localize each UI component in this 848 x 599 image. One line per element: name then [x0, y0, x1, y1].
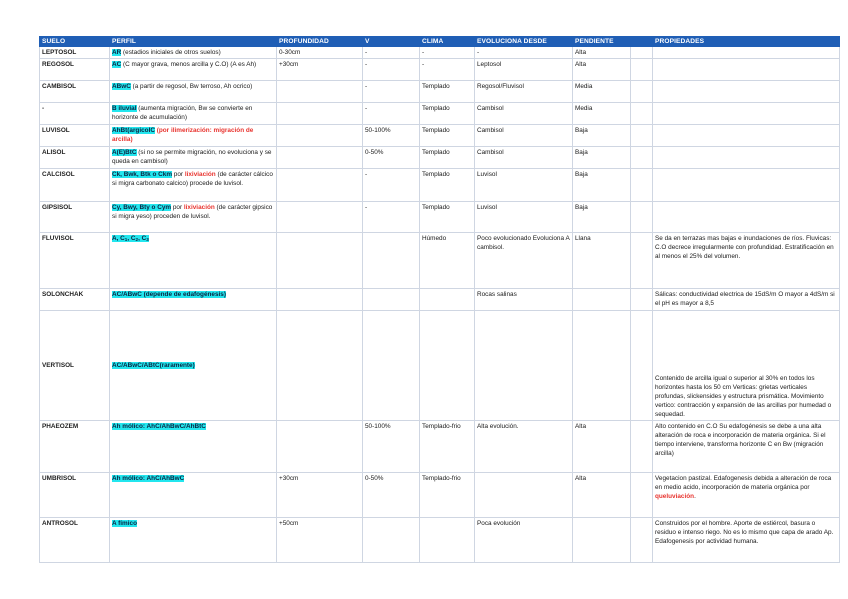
depth-cell: +30cm: [277, 473, 363, 518]
col-suelo: SUELO: [40, 37, 110, 47]
table-row: [40, 202, 840, 233]
climate-cell: Templado: [420, 81, 475, 103]
blank-cell: [631, 125, 653, 147]
v-cell: -: [363, 103, 420, 125]
properties-cell: Alto contenido en C.O Su edafogénesis se debe a una alta alteración de roca e incorporación de materia orgánica. Si el tiempo interviene, transforma horizonte C en Bw (migración arcilla): [653, 421, 840, 473]
profile-red-text: lixiviación: [184, 171, 216, 178]
profile-highlight: Ah mólico: AhC/AhBwC: [112, 475, 185, 482]
profile-part: , C: [138, 235, 147, 242]
depth-cell: [277, 202, 363, 233]
col-blank: [631, 37, 653, 47]
properties-cell: Contenido de arcilla igual o superior al 30% en todos los horizontes hasta los 50 cm Verticas: grietas verticales profundas, slickensides y estructura prismática. Movimiento vertico: contracción y expansión de las arcillas por humedad o sequedad.: [653, 311, 840, 421]
slope-cell: Alta: [573, 473, 631, 518]
profile-text: (aumenta migración, Bw se convierte en horizonte de acumulación): [112, 105, 253, 121]
properties-cell: Construidos por el hombre. Aporte de estiércol, basura o residuo e intenso riego. No es lo mismo que capa de arado Ap. Edafogenesis por actividad humana.: [653, 518, 840, 563]
properties-cell: Se da en terrazas mas bajas e inundaciones de ríos. Fluvicas: C.O decrece irregularmente con profundidad. Estratificación en al menos el 25% del volumen.: [653, 233, 840, 289]
properties-cell: [653, 169, 840, 202]
properties-cell: [653, 202, 840, 233]
depth-cell: +50cm: [277, 518, 363, 563]
blank-cell: [631, 169, 653, 202]
slope-cell: [573, 289, 631, 311]
profile-text: (de carácter gipsico si migra yeso) proceden de luvisol.: [112, 204, 273, 220]
blank-cell: [631, 289, 653, 311]
evolves-from-cell: Regosol/Fluvisol: [475, 81, 573, 103]
profile-highlight: AC/ABwC/ABtC(raramente): [112, 362, 195, 369]
profile-highlight: ABwC: [112, 83, 131, 90]
profile-cell: [110, 518, 277, 563]
blank-cell: [631, 233, 653, 289]
col-evoluciona: EVOLUCIONA DESDE: [475, 37, 573, 47]
climate-cell: [420, 311, 475, 421]
profile-cell: [110, 147, 277, 169]
subscript: 1: [124, 237, 128, 242]
depth-cell: [277, 125, 363, 147]
evolves-from-cell: Rocas salinas: [475, 289, 573, 311]
table-row: [40, 125, 840, 147]
profile-highlight: Cy, Bwy, Bty o Cym: [112, 204, 172, 211]
depth-cell: +30cm: [277, 59, 363, 81]
table-row: [40, 289, 840, 311]
soil-name: REGOSOL: [40, 59, 110, 81]
climate-cell: Templado: [420, 125, 475, 147]
v-cell: 50-100%: [363, 421, 420, 473]
slope-cell: [573, 518, 631, 563]
table-row: [40, 518, 840, 563]
evolves-from-cell: Luvisol: [475, 202, 573, 233]
depth-cell: [277, 147, 363, 169]
profile-part: A, C: [112, 235, 125, 242]
depth-cell: 0-30cm: [277, 47, 363, 59]
profile-cell: [110, 421, 277, 473]
v-cell: [363, 289, 420, 311]
climate-cell: [420, 518, 475, 563]
profile-red-text: lixiviación: [183, 204, 215, 211]
properties-cell: [653, 147, 840, 169]
properties-cell: [653, 473, 840, 518]
depth-cell: [277, 81, 363, 103]
profile-part: , C: [127, 235, 136, 242]
depth-cell: [277, 233, 363, 289]
properties-red-text: queluviación: [655, 493, 695, 500]
blank-cell: [631, 311, 653, 421]
soil-name: VERTISOL: [40, 311, 110, 421]
blank-cell: [631, 47, 653, 59]
v-cell: -: [363, 59, 420, 81]
properties-cell: [653, 103, 840, 125]
profile-text: (de carácter cálcico si migra carbonato calcico) procede de luvisol.: [112, 171, 273, 187]
properties-cell: [653, 81, 840, 103]
properties-cell: Sálicas: conductividad electrica de 15dS/m O mayor a 4dS/m si el pH es mayor a 8,5: [653, 289, 840, 311]
v-cell: 50-100%: [363, 125, 420, 147]
v-cell: -: [363, 47, 420, 59]
climate-cell: -: [420, 59, 475, 81]
soil-name: LEPTOSOL: [40, 47, 110, 59]
profile-text: (si no se permite migración, no evoluciona y se queda en cambisol): [112, 149, 272, 165]
slope-cell: Alta: [573, 421, 631, 473]
v-cell: -: [363, 169, 420, 202]
col-clima: CLIMA: [420, 37, 475, 47]
blank-cell: [631, 518, 653, 563]
table-row: [40, 103, 840, 125]
properties-cell: [653, 125, 840, 147]
soil-name: SOLONCHAK: [40, 289, 110, 311]
profile-cell: [110, 473, 277, 518]
subscript: 2: [135, 237, 139, 242]
climate-cell: Templado: [420, 103, 475, 125]
col-propiedades: PROPIEDADES: [653, 37, 840, 47]
soil-table-page: [39, 36, 839, 563]
table-row: [40, 59, 840, 81]
v-cell: [363, 311, 420, 421]
profile-highlight: A fímico: [112, 520, 137, 527]
evolves-from-cell: [475, 311, 573, 421]
slope-cell: Alta: [573, 47, 631, 59]
climate-cell: Templado: [420, 169, 475, 202]
profile-cell: [110, 233, 277, 289]
profile-cell: [110, 125, 277, 147]
profile-highlight: A(E)BtC: [112, 149, 137, 156]
v-cell: [363, 518, 420, 563]
depth-cell: [277, 289, 363, 311]
profile-cell: [110, 47, 277, 59]
slope-cell: Media: [573, 103, 631, 125]
properties-text: Vegetacion pastizal. Edafogenesis debida a alteración de roca en medio acido, incorporación de materia orgánica por: [655, 475, 832, 491]
blank-cell: [631, 103, 653, 125]
col-pendiente: PENDIENTE: [573, 37, 631, 47]
blank-cell: [631, 421, 653, 473]
profile-highlight: Ck, Bwk, Btk o Ckm: [112, 171, 173, 178]
profile-highlight: B iluvial: [112, 105, 137, 112]
evolves-from-cell: [475, 473, 573, 518]
evolves-from-cell: Alta evolución.: [475, 421, 573, 473]
profile-text: por: [171, 204, 184, 211]
depth-cell: [277, 311, 363, 421]
slope-cell: Baja: [573, 202, 631, 233]
slope-cell: Baja: [573, 147, 631, 169]
profile-text: (C mayor grava, menos arcilla y C.O) (A es Ah): [121, 61, 257, 68]
blank-cell: [631, 147, 653, 169]
soil-name: FLUVISOL: [40, 233, 110, 289]
soil-name: ALISOL: [40, 147, 110, 169]
v-cell: 0-50%: [363, 147, 420, 169]
evolves-from-cell: Poca evolución: [475, 518, 573, 563]
profile-cell: [110, 289, 277, 311]
profile-cell: [110, 103, 277, 125]
slope-cell: Media: [573, 81, 631, 103]
profile-text: por: [172, 171, 185, 178]
blank-cell: [631, 81, 653, 103]
v-cell: 0-50%: [363, 473, 420, 518]
table-row: [40, 233, 840, 289]
evolves-from-cell: -: [475, 47, 573, 59]
evolves-from-cell: Cambisol: [475, 103, 573, 125]
profile-cell: [110, 202, 277, 233]
profile-highlight: AhBt(argicoIC: [112, 127, 155, 134]
properties-text: .: [694, 493, 696, 500]
profile-cell: [110, 311, 277, 421]
col-profundidad: PROFUNDIDAD: [277, 37, 363, 47]
profile-red-text: (por ilimerización: migración de arcilla): [112, 127, 254, 143]
properties-cell: [653, 59, 840, 81]
soil-name: GIPSISOL: [40, 202, 110, 233]
profile-highlight: Ah mólico: AhC/AhBwC/AhBtC: [112, 423, 206, 430]
slope-cell: Alta: [573, 59, 631, 81]
slope-cell: Baja: [573, 125, 631, 147]
blank-cell: [631, 202, 653, 233]
table-row: [40, 47, 840, 59]
climate-cell: Templado-frio: [420, 421, 475, 473]
table-row: [40, 147, 840, 169]
col-v: V: [363, 37, 420, 47]
soil-name: PHAEOZEM: [40, 421, 110, 473]
climate-cell: Templado: [420, 147, 475, 169]
properties-cell: [653, 47, 840, 59]
climate-cell: -: [420, 47, 475, 59]
profile-text: (estadios iniciales de otros suelos): [121, 49, 221, 56]
climate-cell: Templado: [420, 202, 475, 233]
evolves-from-cell: Poco evolucionado Evoluciona A cambisol.: [475, 233, 573, 289]
climate-cell: Templado-frio: [420, 473, 475, 518]
v-cell: -: [363, 81, 420, 103]
soil-name: -: [40, 103, 110, 125]
profile-highlight: AC/ABwC (depende de edafogénesis): [112, 291, 226, 298]
slope-cell: Llana: [573, 233, 631, 289]
soil-name: ANTROSOL: [40, 518, 110, 563]
climate-cell: Húmedo: [420, 233, 475, 289]
depth-cell: [277, 103, 363, 125]
blank-cell: [631, 473, 653, 518]
table-row: [40, 169, 840, 202]
profile-cell: [110, 169, 277, 202]
profile-highlight: AR: [112, 49, 122, 56]
slope-cell: Baja: [573, 169, 631, 202]
col-perfil: PERFIL: [110, 37, 277, 47]
slope-cell: [573, 311, 631, 421]
climate-cell: [420, 289, 475, 311]
table-row: [40, 311, 840, 421]
profile-cell: [110, 59, 277, 81]
table-row: [40, 81, 840, 103]
table-row: [40, 473, 840, 518]
soil-name: CALCISOL: [40, 169, 110, 202]
header-row: [40, 37, 840, 47]
depth-cell: [277, 421, 363, 473]
profile-highlight: [112, 235, 149, 242]
depth-cell: [277, 169, 363, 202]
v-cell: -: [363, 202, 420, 233]
subscript: 3: [146, 237, 149, 242]
blank-cell: [631, 59, 653, 81]
evolves-from-cell: Cambisol: [475, 147, 573, 169]
v-cell: [363, 233, 420, 289]
profile-cell: [110, 81, 277, 103]
profile-text: (a partir de regosol, Bw terroso, Ah ocrico): [130, 83, 253, 90]
evolves-from-cell: Leptosol: [475, 59, 573, 81]
soil-name: CAMBISOL: [40, 81, 110, 103]
evolves-from-cell: Luvisol: [475, 169, 573, 202]
soil-classification-table: [39, 36, 840, 563]
evolves-from-cell: Cambisol: [475, 125, 573, 147]
soil-name: LUVISOL: [40, 125, 110, 147]
profile-highlight: AC: [112, 61, 122, 68]
table-row: [40, 421, 840, 473]
soil-name: UMBRISOL: [40, 473, 110, 518]
